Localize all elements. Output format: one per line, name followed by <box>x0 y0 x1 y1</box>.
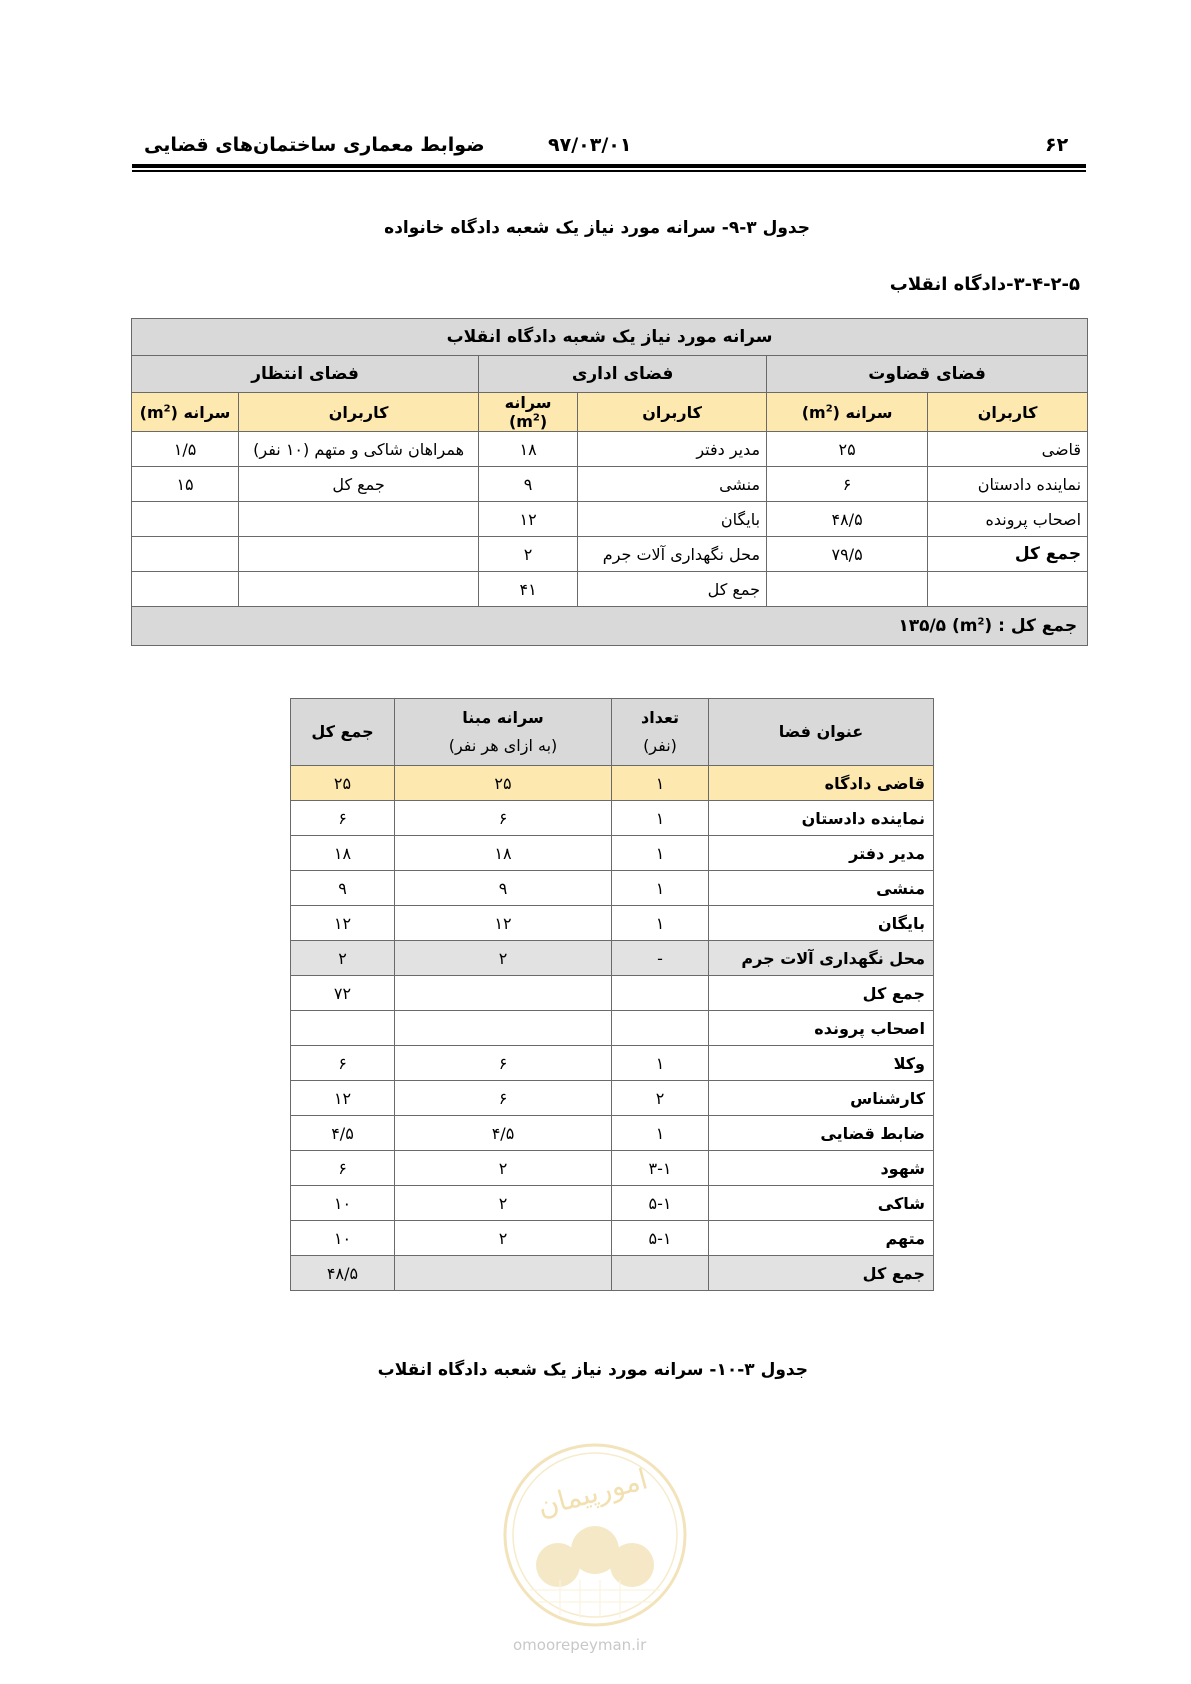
table-cell: ۶ <box>767 467 928 502</box>
table-cell: ۲۵ <box>291 766 395 801</box>
table-cell <box>767 572 928 607</box>
table-cell: ۶ <box>395 1046 612 1081</box>
table-cell: اصحاب پرونده <box>928 502 1088 537</box>
table1-title: سرانه مورد نیاز یک شعبه دادگاه انقلاب <box>132 319 1088 356</box>
table-cell: نماینده دادستان <box>709 801 934 836</box>
table-cell: قاضی <box>928 432 1088 467</box>
table-cell: ۱۰ <box>291 1221 395 1256</box>
table-row <box>291 766 934 801</box>
table-cell: ۱۸ <box>395 836 612 871</box>
col-space-title: عنوان فضا <box>709 699 934 766</box>
table-cell: ۱ <box>612 871 709 906</box>
table-row <box>132 572 1088 607</box>
table-cell <box>239 537 479 572</box>
table-cell: بایگان <box>578 502 767 537</box>
col-per-capita: سرانه $(m^2)$ <box>132 393 239 432</box>
table-cell <box>612 976 709 1011</box>
table-cell: ۲ <box>395 941 612 976</box>
table-cell <box>132 502 239 537</box>
watermark-site: omoorepeyman.ir <box>513 1636 647 1654</box>
table-row <box>291 976 934 1011</box>
table-cell: ۲ <box>395 1221 612 1256</box>
table-cell: ۱۲ <box>395 906 612 941</box>
header-rule-thin <box>132 170 1086 172</box>
table-cell: ۲ <box>395 1151 612 1186</box>
page-number: ۶۲ <box>1045 134 1069 156</box>
table-cell: محل نگهداری آلات جرم <box>709 941 934 976</box>
table-cell: مدیر دفتر <box>709 836 934 871</box>
section-heading: ۳-۴-۲-۵-دادگاه انقلاب <box>889 274 1080 295</box>
table-cell: ۱ <box>612 766 709 801</box>
table-cell: شهود <box>709 1151 934 1186</box>
table-cell <box>612 1256 709 1291</box>
table-cell: ۵-۱ <box>612 1186 709 1221</box>
table-cell: ۶ <box>291 801 395 836</box>
per-capita-table-summary <box>131 318 1088 646</box>
table-caption-bottom: جدول ۳-۱۰- سرانه مورد نیاز یک شعبه دادگاه انقلاب <box>377 1360 808 1380</box>
table-cell: ۲۵ <box>767 432 928 467</box>
table-cell: ۳-۱ <box>612 1151 709 1186</box>
table-row <box>132 467 1088 502</box>
table-cell: ۱/۵ <box>132 432 239 467</box>
table-cell: وکلا <box>709 1046 934 1081</box>
table-cell <box>928 572 1088 607</box>
table-cell: نماینده دادستان <box>928 467 1088 502</box>
table-cell: همراهان شاکی و متهم (۱۰ نفر) <box>239 432 479 467</box>
table-cell: ۲ <box>612 1081 709 1116</box>
col-count: تعداد (نفر) <box>612 699 709 766</box>
col-base-per-capita: سرانه مبنا (به ازای هر نفر) <box>395 699 612 766</box>
table-cell: ۱۵ <box>132 467 239 502</box>
table-cell: ۶ <box>291 1046 395 1081</box>
table-cell: قاضی دادگاه <box>709 766 934 801</box>
table-cell: اصحاب پرونده <box>709 1011 934 1046</box>
table-cell: ۱۲ <box>479 502 578 537</box>
table-cell: ضابط قضایی <box>709 1116 934 1151</box>
table-cell: جمع کل <box>709 1256 934 1291</box>
table-cell <box>291 1011 395 1046</box>
table-cell <box>395 976 612 1011</box>
table-cell: جمع کل <box>928 537 1088 572</box>
table-row <box>291 1046 934 1081</box>
table-cell: بایگان <box>709 906 934 941</box>
group-judging-space: فضای قضاوت <box>767 356 1088 393</box>
col-users: کاربران <box>578 393 767 432</box>
table-cell: ۹ <box>291 871 395 906</box>
table-caption-top: جدول ۳-۹- سرانه مورد نیاز یک شعبه دادگاه خانواده <box>384 218 810 238</box>
table-cell: ۹ <box>479 467 578 502</box>
table-cell: ۶ <box>291 1151 395 1186</box>
table-cell: ۲ <box>479 537 578 572</box>
table-cell: ۱۰ <box>291 1186 395 1221</box>
table-cell: ۱ <box>612 836 709 871</box>
table1-grand-total: جمع کل : $(m^2)$ ۱۳۵/۵ <box>132 607 1088 646</box>
group-waiting-space: فضای انتظار <box>132 356 479 393</box>
table-row <box>291 941 934 976</box>
table-cell: ۷۹/۵ <box>767 537 928 572</box>
table-cell: ۱ <box>612 906 709 941</box>
col-total: جمع کل <box>291 699 395 766</box>
table-cell: ۴۱ <box>479 572 578 607</box>
table-cell: - <box>612 941 709 976</box>
table-cell: ۱۸ <box>479 432 578 467</box>
table-cell <box>395 1011 612 1046</box>
table-row <box>291 1186 934 1221</box>
table-cell: جمع کل <box>578 572 767 607</box>
table-cell <box>239 572 479 607</box>
seal-text: امورپیمان <box>534 1462 652 1524</box>
table-cell: محل نگهداری آلات جرم <box>578 537 767 572</box>
table-row <box>291 1221 934 1256</box>
col-per-capita: سرانه $(m^2)$ <box>767 393 928 432</box>
table-cell: جمع کل <box>709 976 934 1011</box>
table-row <box>132 502 1088 537</box>
header-rule-thick <box>132 164 1086 168</box>
table-cell: شاکی <box>709 1186 934 1221</box>
book-title: ضوابط معماری ساختمان‌های قضایی <box>144 134 485 156</box>
table-cell: ۱ <box>612 801 709 836</box>
table-cell: منشی <box>709 871 934 906</box>
table-cell: ۷۲ <box>291 976 395 1011</box>
table-row <box>291 906 934 941</box>
table-cell: ۱ <box>612 1046 709 1081</box>
table-row <box>291 1011 934 1046</box>
table-row <box>132 432 1088 467</box>
col-per-capita: سرانه $(m^2)$ <box>479 393 578 432</box>
table-cell: متهم <box>709 1221 934 1256</box>
col-users: کاربران <box>928 393 1088 432</box>
table-row <box>291 1081 934 1116</box>
table-cell: جمع کل <box>239 467 479 502</box>
table-cell: ۲ <box>395 1186 612 1221</box>
table-cell: ۴۸/۵ <box>767 502 928 537</box>
table-row <box>291 1151 934 1186</box>
table-row <box>291 1256 934 1291</box>
table-cell: ۴/۵ <box>291 1116 395 1151</box>
table-cell <box>132 537 239 572</box>
table-cell: ۹ <box>395 871 612 906</box>
table-cell <box>612 1011 709 1046</box>
table-cell: ۵-۱ <box>612 1221 709 1256</box>
table-cell: کارشناس <box>709 1081 934 1116</box>
table-row <box>291 871 934 906</box>
table-cell: ۱۲ <box>291 1081 395 1116</box>
table-cell: ۱۲ <box>291 906 395 941</box>
table-row <box>291 836 934 871</box>
table-cell: ۱۸ <box>291 836 395 871</box>
table-cell: ۴/۵ <box>395 1116 612 1151</box>
watermark-seal <box>500 1440 690 1630</box>
table-row <box>132 537 1088 572</box>
group-admin-space: فضای اداری <box>479 356 767 393</box>
per-capita-table-detail <box>290 698 934 1291</box>
table-cell: ۲۵ <box>395 766 612 801</box>
table-cell: منشی <box>578 467 767 502</box>
header-date: ۹۷/۰۳/۰۱ <box>548 134 632 156</box>
table-row <box>291 801 934 836</box>
table-cell <box>132 572 239 607</box>
table-cell: ۶ <box>395 1081 612 1116</box>
table-cell: ۶ <box>395 801 612 836</box>
table-cell: ۱ <box>612 1116 709 1151</box>
table-cell <box>395 1256 612 1291</box>
table-cell <box>239 502 479 537</box>
table-cell: ۴۸/۵ <box>291 1256 395 1291</box>
table-row <box>291 1116 934 1151</box>
col-users: کاربران <box>239 393 479 432</box>
table-cell: ۲ <box>291 941 395 976</box>
table-cell: مدیر دفتر <box>578 432 767 467</box>
